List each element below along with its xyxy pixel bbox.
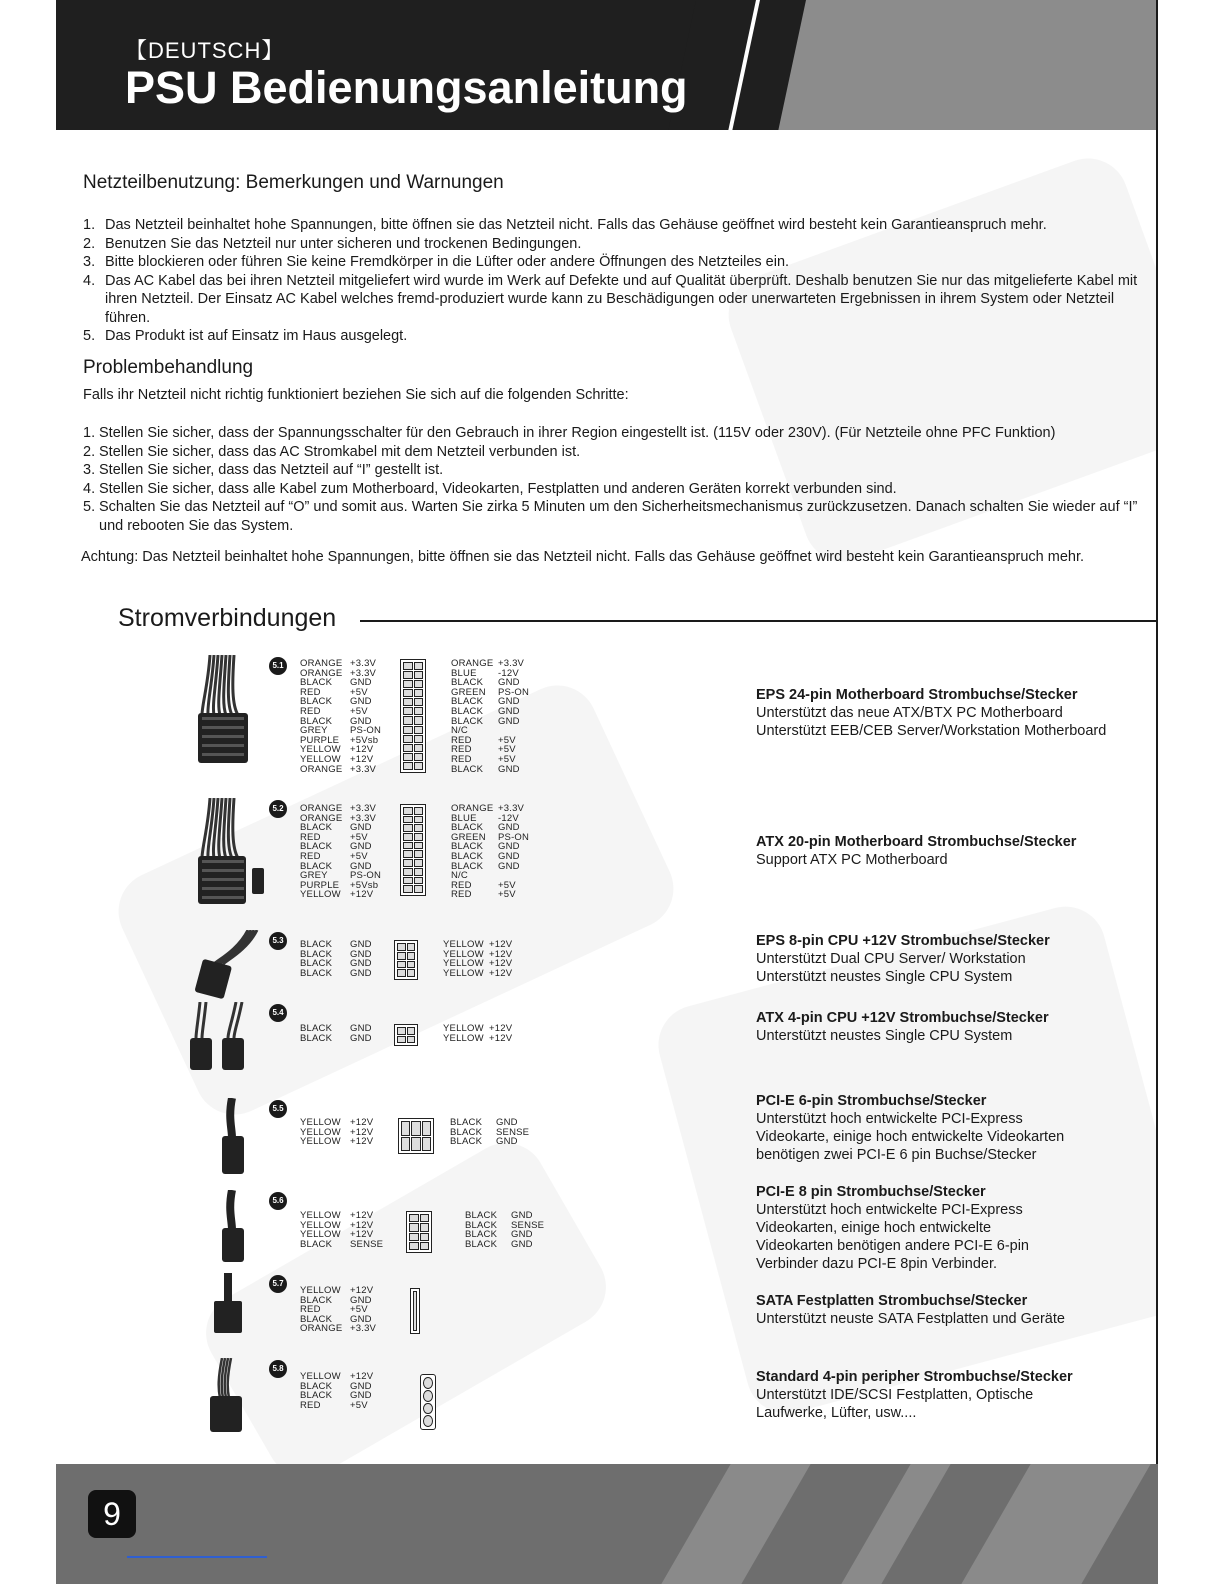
pin-labels-left — [300, 1118, 373, 1147]
section-divider — [360, 620, 1158, 622]
pin-label: BLUE -12V — [451, 667, 519, 679]
pin-label: BLUE -12V — [451, 812, 519, 824]
pin-label: BLACK GND — [451, 860, 520, 872]
pin-label: PURPLE +5Vsb — [300, 734, 379, 746]
pin-label: BLACK GND — [300, 939, 372, 950]
connector-detail: Verbinder dazu PCI-E 8pin Verbinder. — [756, 1256, 998, 1272]
pin-label: RED +5V — [451, 889, 516, 901]
connector-description — [756, 686, 1106, 740]
connector-badge: 5.4 — [269, 1004, 287, 1022]
connector-title: PCI-E 8 pin Strombuchse/Stecker — [756, 1184, 986, 1200]
pin-label: YELLOW +12V — [443, 958, 513, 970]
page-title: PSU Bedienungsanleitung — [125, 62, 688, 113]
connector-description — [756, 1183, 1029, 1273]
pin-label: YELLOW +12V — [300, 1371, 374, 1382]
pin-label: BLACK GND — [451, 850, 520, 862]
pin-labels-left — [300, 940, 372, 978]
pin-label: BLACK GND — [300, 948, 372, 960]
pin-label: RED +5V — [300, 1304, 368, 1316]
pin-label: RED +5V — [300, 850, 368, 862]
pin-label: BLACK GND — [300, 696, 372, 708]
pin-label: RED +5V — [451, 734, 516, 746]
connector-pinout-diagram — [394, 940, 418, 980]
pin-label: BLACK GND — [451, 696, 520, 708]
pin-label: RED +5V — [300, 831, 368, 843]
pin-label: BLACK GND — [451, 822, 520, 834]
pin-label: BLACK GND — [300, 841, 372, 853]
pin-label: BLACK SENSE — [450, 1126, 530, 1138]
connector-title: ATX 20-pin Motherboard Strombuchse/Stecker — [756, 834, 1077, 850]
pin-label: YELLOW +12V — [300, 1210, 374, 1221]
pin-label: YELLOW +12V — [300, 1285, 374, 1296]
connector-detail: Unterstützt IDE/SCSI Festplatten, Optische — [756, 1387, 1034, 1403]
connector-badge: 5.6 — [269, 1192, 287, 1210]
connector-badge: 5.1 — [269, 657, 287, 675]
list-item: 4. Das AC Kabel das bei ihren Netzteil mitgeliefert wird wurde im Werk auf Defekte und auf Qualität überprüft. Deshalb benutzen Sie nur das mitgelieferte Kabel mit ihren Netzteil. Der Einsatz AC Kabel welches fremd-produziert wurde kann zu Beschädigungen oder unerwarteten Ergebnissen in ihrem System oder Netzteil führen. — [83, 272, 1138, 326]
pin-labels-left — [300, 659, 381, 774]
connector-description — [756, 1009, 1049, 1045]
pin-label: BLACK GND — [300, 967, 372, 979]
pin-label: YELLOW +12V — [300, 1126, 374, 1138]
pin-labels-left — [300, 1211, 383, 1249]
pin-label: YELLOW +12V — [443, 939, 513, 950]
list-item: 2. Stellen Sie sicher, dass das AC Stromkabel mit dem Netzteil verbunden ist. — [83, 443, 581, 460]
connector-detail: Unterstützt Dual CPU Server/ Workstation — [756, 951, 1026, 967]
pin-label: BLACK GND — [300, 822, 372, 834]
pin-label: BLACK GND — [450, 1117, 518, 1128]
list-item: 1. Das Netzteil beinhaltet hohe Spannungen, bitte öffnen sie das Netzteil nicht. Falls das Gehäuse geöffnet wird besteht kein Garantieanspruch mehr. — [83, 217, 1047, 233]
connector-detail: Unterstützt EEB/CEB Server/Workstation Motherboard — [756, 723, 1107, 739]
connector-detail: Unterstützt neuste SATA Festplatten und Geräte — [756, 1311, 1065, 1327]
pin-label: BLACK SENSE — [300, 1238, 384, 1250]
pin-label: BLACK GND — [300, 1023, 372, 1034]
page-footer — [56, 1464, 1158, 1584]
pin-label: YELLOW +12V — [300, 1219, 374, 1231]
pin-label: YELLOW +12V — [443, 1032, 513, 1044]
list-item: 5. Schalten Sie das Netzteil auf “O” und somit aus. Warten Sie zirka 5 Minuten um den Sicherheitsmechanismus zurückzusetzen. Danach schalten Sie wieder auf “I” und rebooten Sie das System. — [83, 499, 1138, 534]
pin-label: GREEN PS-ON — [451, 831, 530, 843]
connector-description — [756, 1368, 1073, 1422]
connector-detail: Unterstützt das neue ATX/BTX PC Motherboard — [756, 705, 1063, 721]
pin-label: BLACK GND — [300, 1032, 372, 1044]
pin-labels-left — [300, 804, 381, 900]
pin-label: BLACK GND — [300, 715, 372, 727]
pin-label: RED +5V — [300, 1399, 368, 1411]
connector-cable-image — [188, 930, 268, 1000]
connector-pinout-diagram — [420, 1374, 436, 1430]
connector-detail: Unterstützt hoch entwickelte PCI-Express — [756, 1111, 1023, 1127]
connector-pinout-diagram — [394, 1024, 418, 1046]
pin-label: ORANGE +3.3V — [300, 658, 377, 669]
pin-label: YELLOW +12V — [300, 1117, 374, 1128]
pin-label: ORANGE +3.3V — [300, 812, 377, 824]
connector-description — [756, 1292, 1065, 1328]
list-item: 3. Bitte blockieren oder führen Sie keine Fremdkörper in die Lüfter oder andere Öffnungen des Netzteiles ein. — [83, 254, 790, 270]
connector-badge: 5.2 — [269, 800, 287, 818]
connector-description — [756, 1092, 1064, 1164]
page-number: 9 — [88, 1490, 136, 1538]
pin-label: RED +5V — [451, 744, 516, 756]
pin-label: YELLOW +12V — [300, 1229, 374, 1241]
connector-cable-image — [188, 1358, 268, 1434]
troubleshooting-intro: Falls ihr Netzteil nicht richtig funktioniert beziehen Sie sich auf die folgenden Schritte: — [83, 387, 629, 403]
warning-note: Achtung: Das Netzteil beinhaltet hohe Spannungen, bitte öffnen sie das Netzteil nicht. Falls das Gehäuse geöffnet wird besteht kein Garantieanspruch mehr. — [81, 549, 1085, 565]
connector-title: EPS 24-pin Motherboard Strombuchse/Stecker — [756, 687, 1078, 703]
warnings-list — [83, 216, 1148, 346]
connector-detail: Videokarten benötigen andere PCI-E 6-pin — [756, 1238, 1030, 1254]
connector-title: PCI-E 6-pin Strombuchse/Stecker — [756, 1093, 987, 1109]
pin-label: BLACK SENSE — [465, 1219, 545, 1231]
pin-label: PURPLE +5Vsb — [300, 879, 379, 891]
pin-label: BLACK GND — [465, 1238, 533, 1250]
pin-label: ORANGE +3.3V — [451, 803, 525, 814]
connector-title: SATA Festplatten Strombuchse/Stecker — [756, 1293, 1028, 1309]
pin-label: BLACK GND — [451, 763, 520, 775]
connector-badge: 5.3 — [269, 932, 287, 950]
connector-title: EPS 8-pin CPU +12V Strombuchse/Stecker — [756, 933, 1050, 949]
connector-detail: Unterstützt neustes Single CPU System — [756, 1028, 1013, 1044]
pin-label: BLACK GND — [465, 1210, 533, 1221]
pin-label: BLACK GND — [300, 1294, 372, 1306]
pin-label: BLACK GND — [451, 677, 520, 689]
pin-label: RED +5V — [451, 879, 516, 891]
connector-detail: Videokarten, einige hoch entwickelte — [756, 1220, 992, 1236]
connector-cable-image — [188, 1002, 268, 1072]
pin-labels-left — [300, 1286, 376, 1334]
pin-label: BLACK GND — [300, 958, 372, 970]
connector-title: ATX 4-pin CPU +12V Strombuchse/Stecker — [756, 1010, 1049, 1026]
connector-detail: Unterstützt hoch entwickelte PCI-Express — [756, 1202, 1023, 1218]
pin-label: BLACK GND — [451, 841, 520, 853]
warnings-heading: Netzteilbenutzung: Bemerkungen und Warnungen — [83, 172, 504, 193]
list-item: 2. Benutzen Sie das Netzteil nur unter sicheren und trockenen Bedingungen. — [83, 235, 582, 252]
pin-label: N/C — [451, 870, 468, 882]
pin-label: BLACK GND — [450, 1136, 518, 1148]
pin-label: GREEN PS-ON — [451, 686, 530, 698]
connector-badge: 5.8 — [269, 1360, 287, 1378]
connector-cable-image — [188, 1190, 268, 1264]
pin-label: BLACK GND — [300, 1390, 372, 1402]
pin-label: BLACK GND — [451, 705, 520, 717]
troubleshooting-list — [83, 424, 1153, 535]
pin-label: BLACK GND — [300, 1313, 372, 1325]
connector-pinout-diagram — [410, 1288, 420, 1334]
connector-detail: Laufwerke, Lüfter, usw.... — [756, 1405, 917, 1421]
pin-label: BLACK GND — [300, 1380, 372, 1392]
pin-label: ORANGE +3.3V — [300, 1323, 377, 1335]
list-item: 1. Stellen Sie sicher, dass der Spannungsschalter für den Gebrauch in ihrer Region eingestellt ist. (115V oder 230V). (Für Netzteile ohne PFC Funktion) — [83, 425, 1056, 441]
connector-detail: Support ATX PC Motherboard — [756, 852, 948, 868]
pin-labels-left — [300, 1372, 373, 1410]
pin-label: YELLOW +12V — [443, 1023, 513, 1034]
pin-label: RED +5V — [300, 686, 368, 698]
list-item: 4. Stellen Sie sicher, dass alle Kabel zum Motherboard, Videokarten, Festplatten und anderen Geräten korrekt verbunden sind. — [83, 480, 897, 497]
pin-label: BLACK GND — [465, 1229, 533, 1241]
connector-cable-image — [188, 1273, 268, 1335]
pin-label: ORANGE +3.3V — [451, 658, 525, 669]
pin-label: GREY PS-ON — [300, 725, 382, 737]
list-item: 5. Das Produkt ist auf Einsatz im Haus ausgelegt. — [83, 328, 408, 344]
connector-badge: 5.7 — [269, 1275, 287, 1293]
connector-pinout-diagram — [398, 1118, 434, 1154]
connector-pinout-diagram — [406, 1211, 432, 1253]
pin-label: YELLOW +12V — [300, 753, 374, 765]
pin-label: YELLOW +12V — [443, 948, 513, 960]
connector-pinout-diagram — [400, 659, 426, 773]
connections-heading: Stromverbindungen — [118, 604, 337, 632]
pin-label: BLACK GND — [300, 860, 372, 872]
pin-labels-right — [450, 1118, 529, 1147]
pin-labels-right — [443, 940, 512, 978]
pin-label: BLACK GND — [451, 715, 520, 727]
pin-label: GREY PS-ON — [300, 870, 382, 882]
language-label: 【DEUTSCH】 — [125, 38, 285, 63]
footer-link-underline — [127, 1556, 267, 1558]
pin-label: BLACK GND — [300, 677, 372, 689]
connector-detail: Videokarte, einige hoch entwickelte Videokarten — [756, 1129, 1065, 1145]
connector-description — [756, 833, 1076, 869]
pin-label: YELLOW +12V — [300, 1136, 374, 1148]
list-item: 3. Stellen Sie sicher, dass das Netzteil auf “I” gestellt ist. — [83, 462, 444, 478]
connector-detail: benötigen zwei PCI-E 6 pin Buchse/Stecker — [756, 1147, 1037, 1163]
pin-labels-right — [443, 1024, 512, 1043]
pin-labels-right — [451, 804, 529, 900]
connector-cable-image — [188, 1098, 268, 1176]
pin-label: ORANGE +3.3V — [300, 763, 377, 775]
pin-labels-left — [300, 1024, 372, 1043]
pin-label: RED +5V — [451, 753, 516, 765]
connector-cable-image — [188, 655, 268, 765]
pin-label: ORANGE +3.3V — [300, 803, 377, 814]
connector-cable-image — [188, 798, 268, 906]
pin-label: YELLOW +12V — [300, 744, 374, 756]
pin-label: YELLOW +12V — [443, 967, 513, 979]
pin-label: YELLOW +12V — [300, 889, 374, 901]
connector-description — [756, 932, 1050, 986]
connector-detail: Unterstützt neustes Single CPU System — [756, 969, 1013, 985]
connector-pinout-diagram — [400, 804, 426, 896]
pin-label: ORANGE +3.3V — [300, 667, 377, 679]
right-border — [1156, 0, 1158, 1584]
connector-badge: 5.5 — [269, 1100, 287, 1118]
pin-labels-right — [465, 1211, 544, 1249]
troubleshooting-heading: Problembehandlung — [83, 357, 254, 378]
pin-label: N/C — [451, 725, 468, 737]
pin-label: RED +5V — [300, 705, 368, 717]
connector-title: Standard 4-pin peripher Strombuchse/Stecker — [756, 1369, 1073, 1385]
pin-labels-right — [451, 659, 529, 774]
